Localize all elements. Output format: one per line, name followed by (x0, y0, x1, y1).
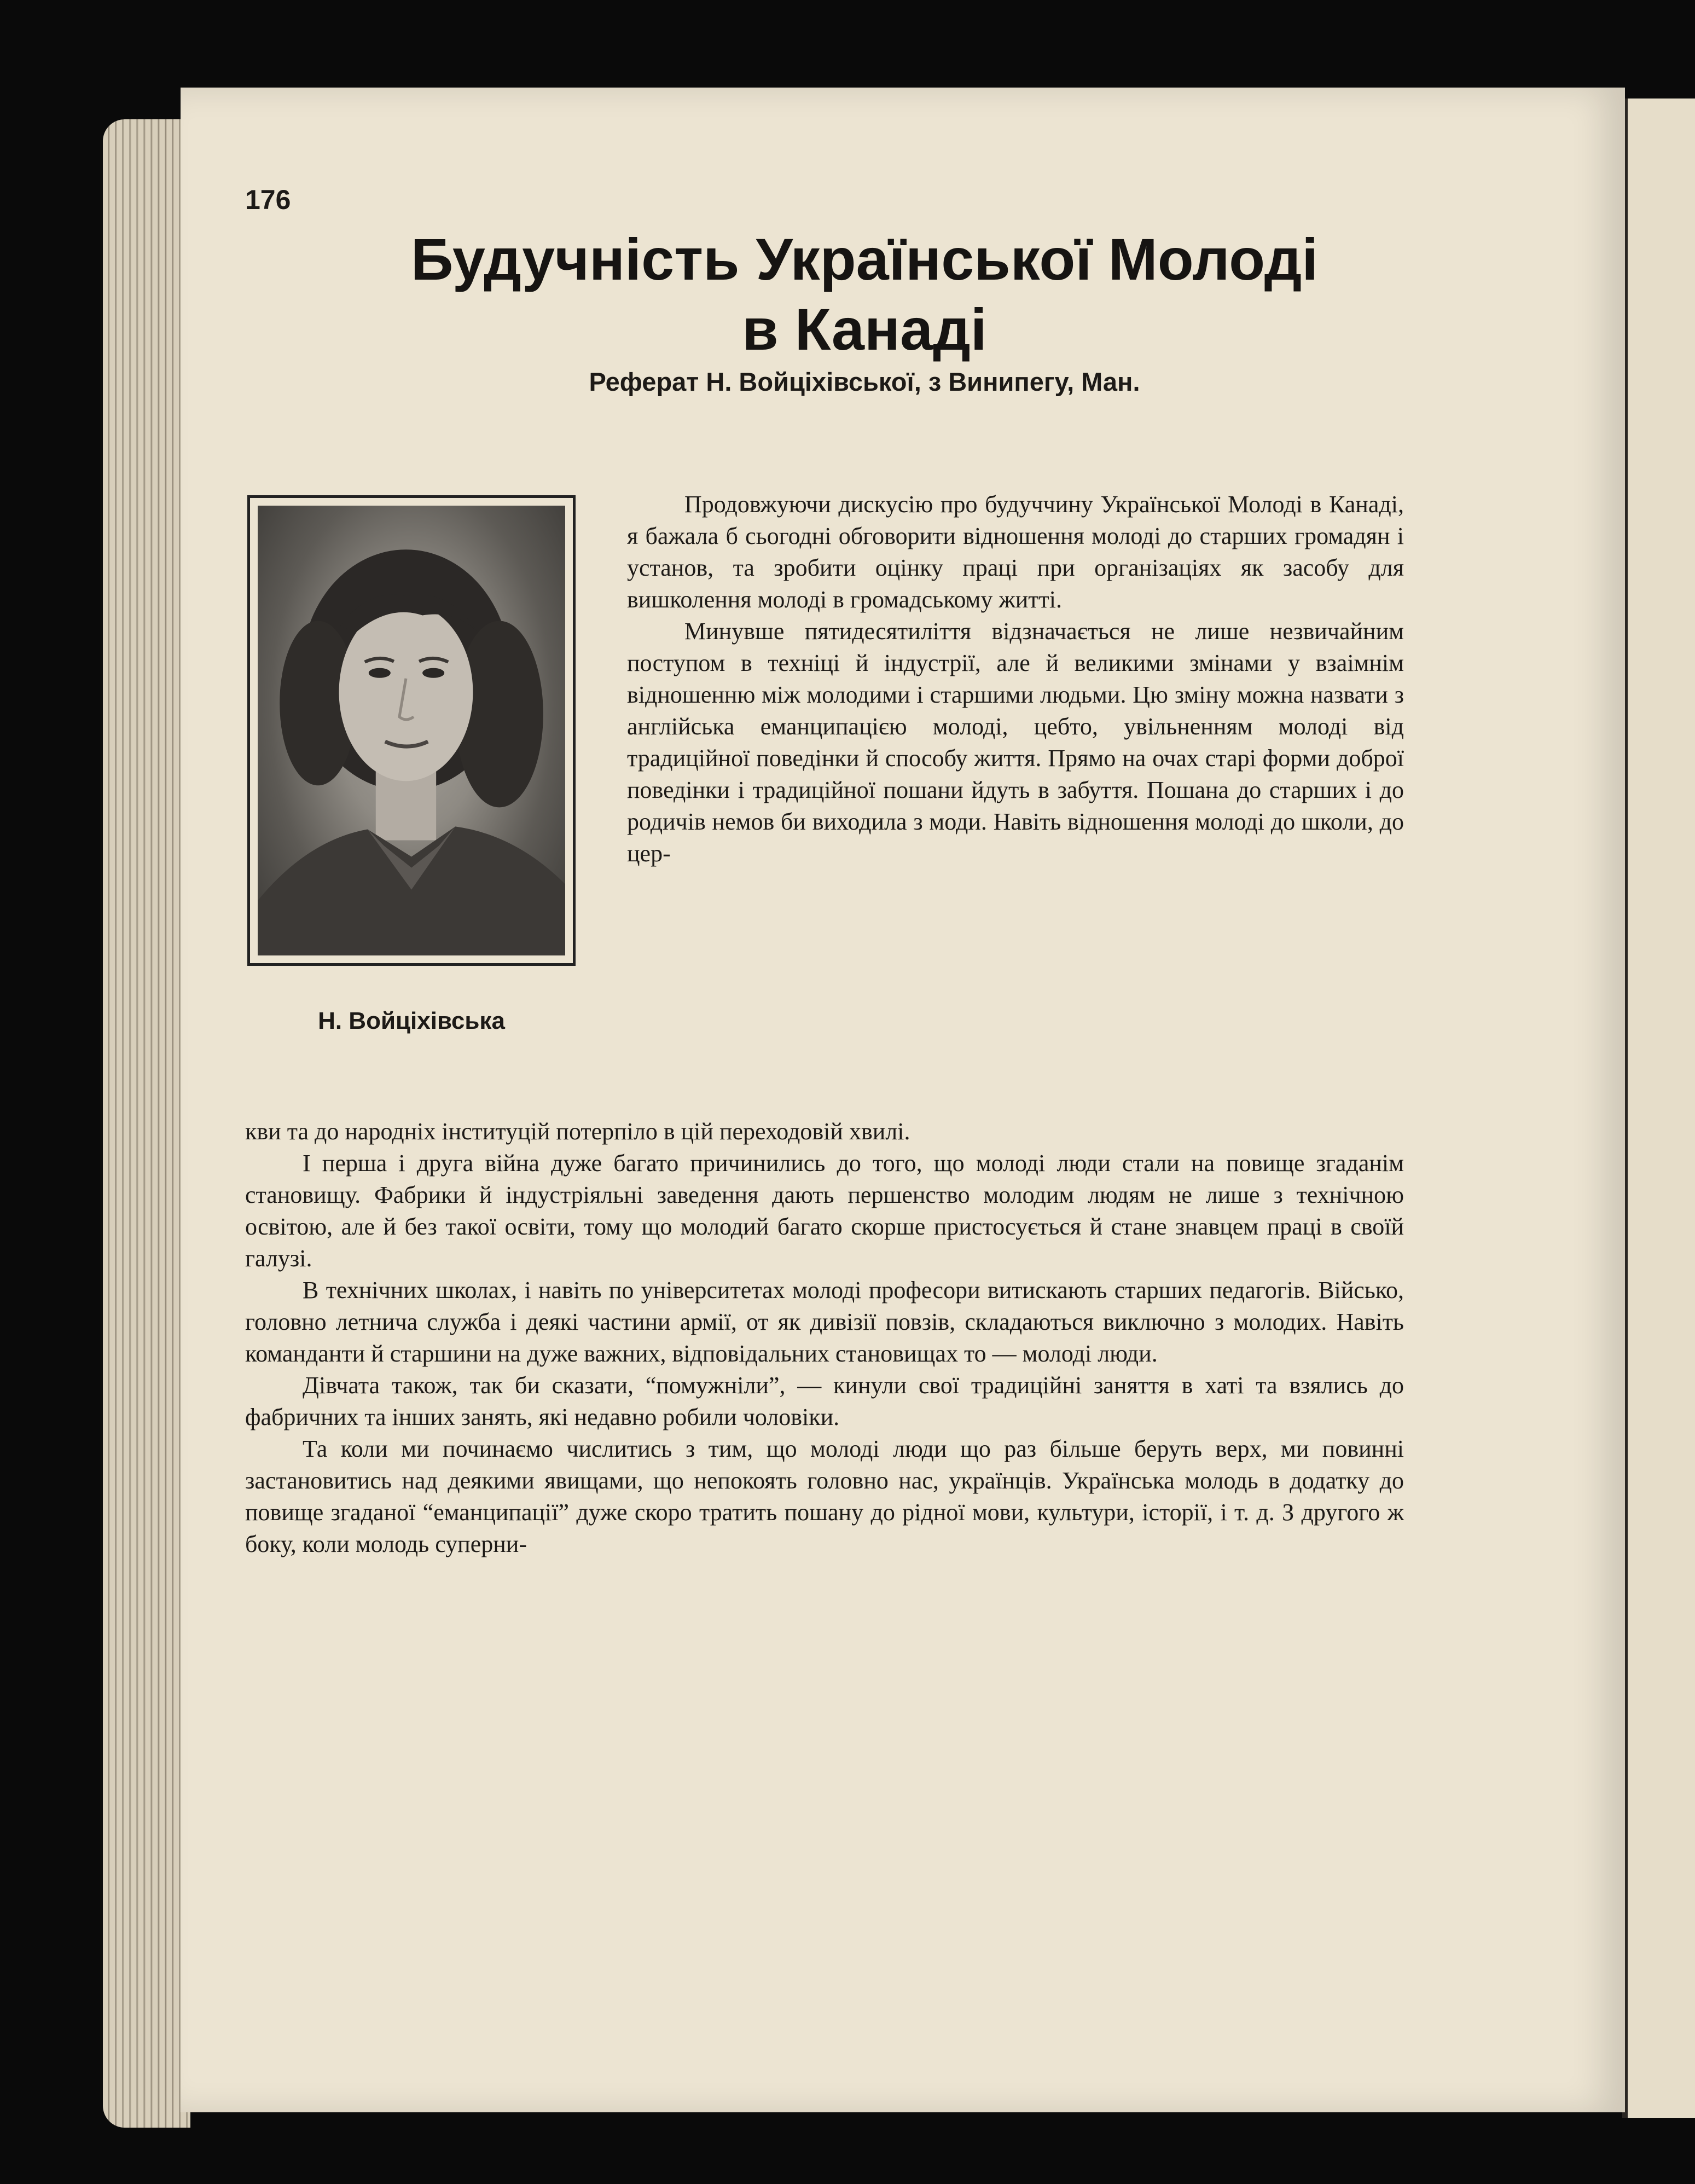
article-title-line-2: в Канаді (742, 296, 987, 362)
paragraph: Дівчата також, так би сказати, “помужніли”, — кинули свої традиційні заняття в хаті та взялись до фабричних та інших занять, які недавно робили чоловіки. (245, 1372, 1404, 1430)
paragraph: Минувше пятидесятиліття відзначається не лише незвичайним поступом в техніці й індустрії, але й великими змінами у взаімнім відношенню між молодими і старшими людьми. Цю зміну можна назвати з англійська еманципацією молоді, цебто, увільненням молоді від традиційної поведінки й способу життя. Прямо на очах старі форми доброї поведінки і традиційної пошани йдуть в забуття. Пошана до старших і до родичів немов би виходила з моди. Навіть відношення молоді до школи, до цер- (627, 618, 1404, 867)
column-text (627, 489, 1404, 870)
paragraph: І перша і друга війна дуже багато причинились до того, що молоді люди стали на повище згаданім становищу. Фабрики й індустріяльні заведення дають першенство молодим людям не лише з технічною освітою, але й без такої освіти, тому що молодий багато скорше пристосується й стане знавцем праці в своїй галузі. (245, 1150, 1404, 1272)
full-width-text (245, 1116, 1404, 1560)
portrait-photo (258, 506, 565, 955)
paragraph: Продовжуючи дискусію про будуччину Української Молоді в Канаді, я бажала б сьогодні обговорити відношення молоді до старших громадян і установ, та зробити оцінку праці при організаціях як засобу для вишколення молоді в громадському житті. (627, 491, 1404, 613)
facing-page-edge (1622, 99, 1695, 2118)
page-number: 176 (245, 184, 291, 215)
article-title (257, 224, 1472, 364)
photo-caption: Н. Войціхівська (318, 1007, 505, 1034)
portrait-photo-frame (247, 495, 576, 966)
article-title-line-1: Будучність Української Молоді (410, 226, 1319, 292)
book-page-edges (103, 119, 190, 2128)
paragraph: В технічних школах, і навіть по університетах молоді професори витискають старших педагогів. Військо, головно летнича служба і деякі частини армії, от як дивізії повзів, складаються виключно з молодих. Навіть команданти й старшини на дуже важних, відповідальних становищах то — молоді люди. (245, 1277, 1404, 1367)
paragraph-continuation: кви та до народніх інституцій потерпіло в цій переходовій хвилі. (245, 1118, 910, 1145)
portrait-illustration (258, 506, 565, 955)
article-subtitle: Реферат Н. Войціхівської, з Винипегу, Ман. (589, 367, 1140, 396)
paragraph: Та коли ми починаємо числитись з тим, що молоді люди що раз більше беруть верх, ми повинні застановитись над деякими явищами, що непокоять головно нас, українців. Українська молодь в додатку до повище згаданої “еманципації” дуже скоро тратить пошану до рідної мови, культури, історії, і т. д. З другого ж боку, коли молодь суперни- (245, 1435, 1404, 1557)
